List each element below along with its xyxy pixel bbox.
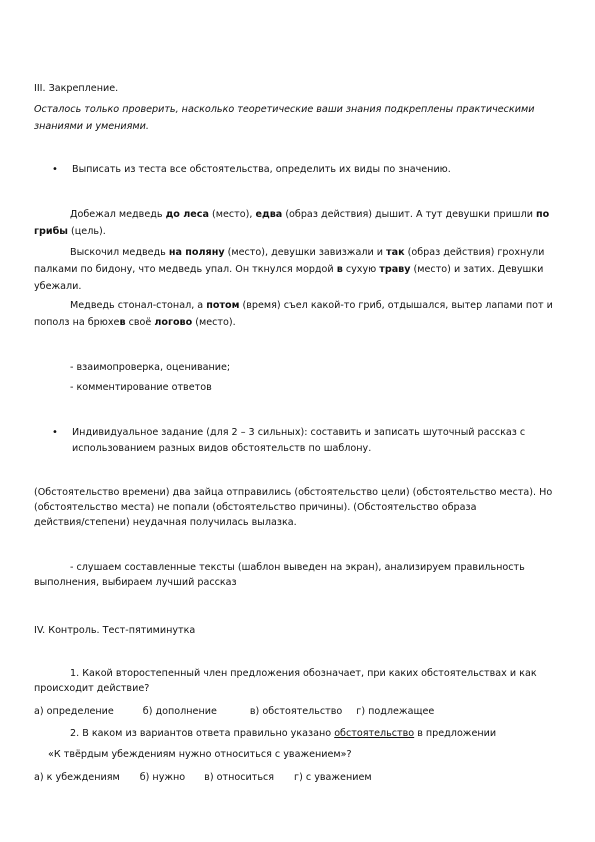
answer-option: а) к убеждениям <box>34 772 120 783</box>
story-p2-line-1 <box>70 247 544 259</box>
answer-option: а) определение <box>34 706 114 717</box>
section-3-intro-line-2: знаниями и умениями. <box>34 121 149 132</box>
answer-option: в) обстоятельство <box>249 706 343 717</box>
story-text: Выскочил медведь <box>70 247 169 258</box>
question-2-options <box>34 772 372 784</box>
answer-option: б) нужно <box>139 772 186 783</box>
story-p1-line-1 <box>70 209 549 221</box>
story-p1-line-2 <box>34 226 106 238</box>
question-1-line-2: происходит действие? <box>34 683 150 694</box>
section-4-heading: IV. Контроль. Тест-пятиминутка <box>34 625 196 636</box>
story-p3-line-2 <box>34 317 236 329</box>
question-text: 2. В каком из вариантов ответа правильно указано <box>70 728 335 739</box>
question-text: в предложении <box>414 728 497 739</box>
story-text: сухую <box>342 264 380 275</box>
story-adverbial: в <box>336 264 343 275</box>
story-adverbial: по <box>536 209 550 220</box>
story-adverbial: в <box>119 317 126 328</box>
question-2-sentence: «К твёрдым убеждениям нужно относиться с уважением»? <box>48 749 352 760</box>
question-1-line-1: 1. Какой второстепенный член предложения обозначает, при каких обстоятельствах и как <box>70 668 537 679</box>
story-adverbial: до леса <box>165 209 209 220</box>
task-1-text: Выписать из теста все обстоятельства, определить их виды по значению. <box>72 164 451 175</box>
story-text: Медведь стонал-стонал, а <box>70 300 207 311</box>
story-text: своё <box>125 317 155 328</box>
bullet-icon: • <box>52 427 58 438</box>
answer-option: г) подлежащее <box>356 706 435 717</box>
listen-line-1: - слушаем составленные тексты (шаблон выведен на экран), анализируем правильность <box>70 562 525 573</box>
answer-option: б) дополнение <box>142 706 217 717</box>
listen-line-2: выполнения, выбираем лучший рассказ <box>34 577 237 588</box>
task-2-line-1: Индивидуальное задание (для 2 – 3 сильных): составить и записать шуточный рассказ с <box>72 427 526 438</box>
answer-option: в) относиться <box>204 772 275 783</box>
story-adverbial: грибы <box>34 226 68 237</box>
story-text: (место), <box>208 209 256 220</box>
story-p2-line-2 <box>34 264 543 276</box>
story-text: палками по бидону, что медведь упал. Он ткнулся мордой <box>34 264 337 275</box>
story-text: (место), девушки завизжали и <box>224 247 387 258</box>
story-text: пополз на брюхе <box>34 317 120 328</box>
story-p2-line-3: убежали. <box>34 281 82 292</box>
template-line-2: (обстоятельство места) не попали (обстоятельство причины). (Обстоятельство образа <box>34 502 477 513</box>
story-adverbial: так <box>386 247 405 258</box>
story-text: (место) и затих. Девушки <box>410 264 544 275</box>
section-3-heading: III. Закрепление. <box>34 83 119 94</box>
story-adverbial: на поляну <box>168 247 225 258</box>
task-2-line-2: использованием разных видов обстоятельств по шаблону. <box>72 443 372 454</box>
check-item-2: - комментирование ответов <box>70 382 212 393</box>
template-line-3: действия/степени) неудачная получилась вылазка. <box>34 517 297 528</box>
answer-option: г) с уважением <box>294 772 372 783</box>
story-adverbial: потом <box>206 300 240 311</box>
story-text: Добежал медведь <box>70 209 166 220</box>
question-2-line-1 <box>70 728 496 740</box>
story-adverbial: траву <box>379 264 411 275</box>
story-text: (образ действия) дышит. А тут девушки пришли <box>282 209 536 220</box>
story-text: (образ действия) грохнули <box>404 247 545 258</box>
story-text: (цель). <box>67 226 106 237</box>
question-keyword: обстоятельство <box>334 728 415 739</box>
template-line-1: (Обстоятельство времени) два зайца отправились (обстоятельство цели) (обстоятельство места). Но <box>34 487 553 498</box>
story-adverbial: логово <box>154 317 193 328</box>
story-text: (место). <box>192 317 236 328</box>
story-text: (время) съел какой-то гриб, отдышался, вытер лапами пот и <box>239 300 553 311</box>
story-p3-line-1 <box>70 300 553 312</box>
bullet-icon: • <box>52 164 58 175</box>
section-3-intro-line-1: Осталось только проверить, насколько теоретические ваши знания подкреплены практическими <box>34 104 535 115</box>
story-adverbial: едва <box>255 209 283 220</box>
check-item-1: - взаимопроверка, оценивание; <box>70 362 231 373</box>
question-1-options <box>34 706 434 718</box>
